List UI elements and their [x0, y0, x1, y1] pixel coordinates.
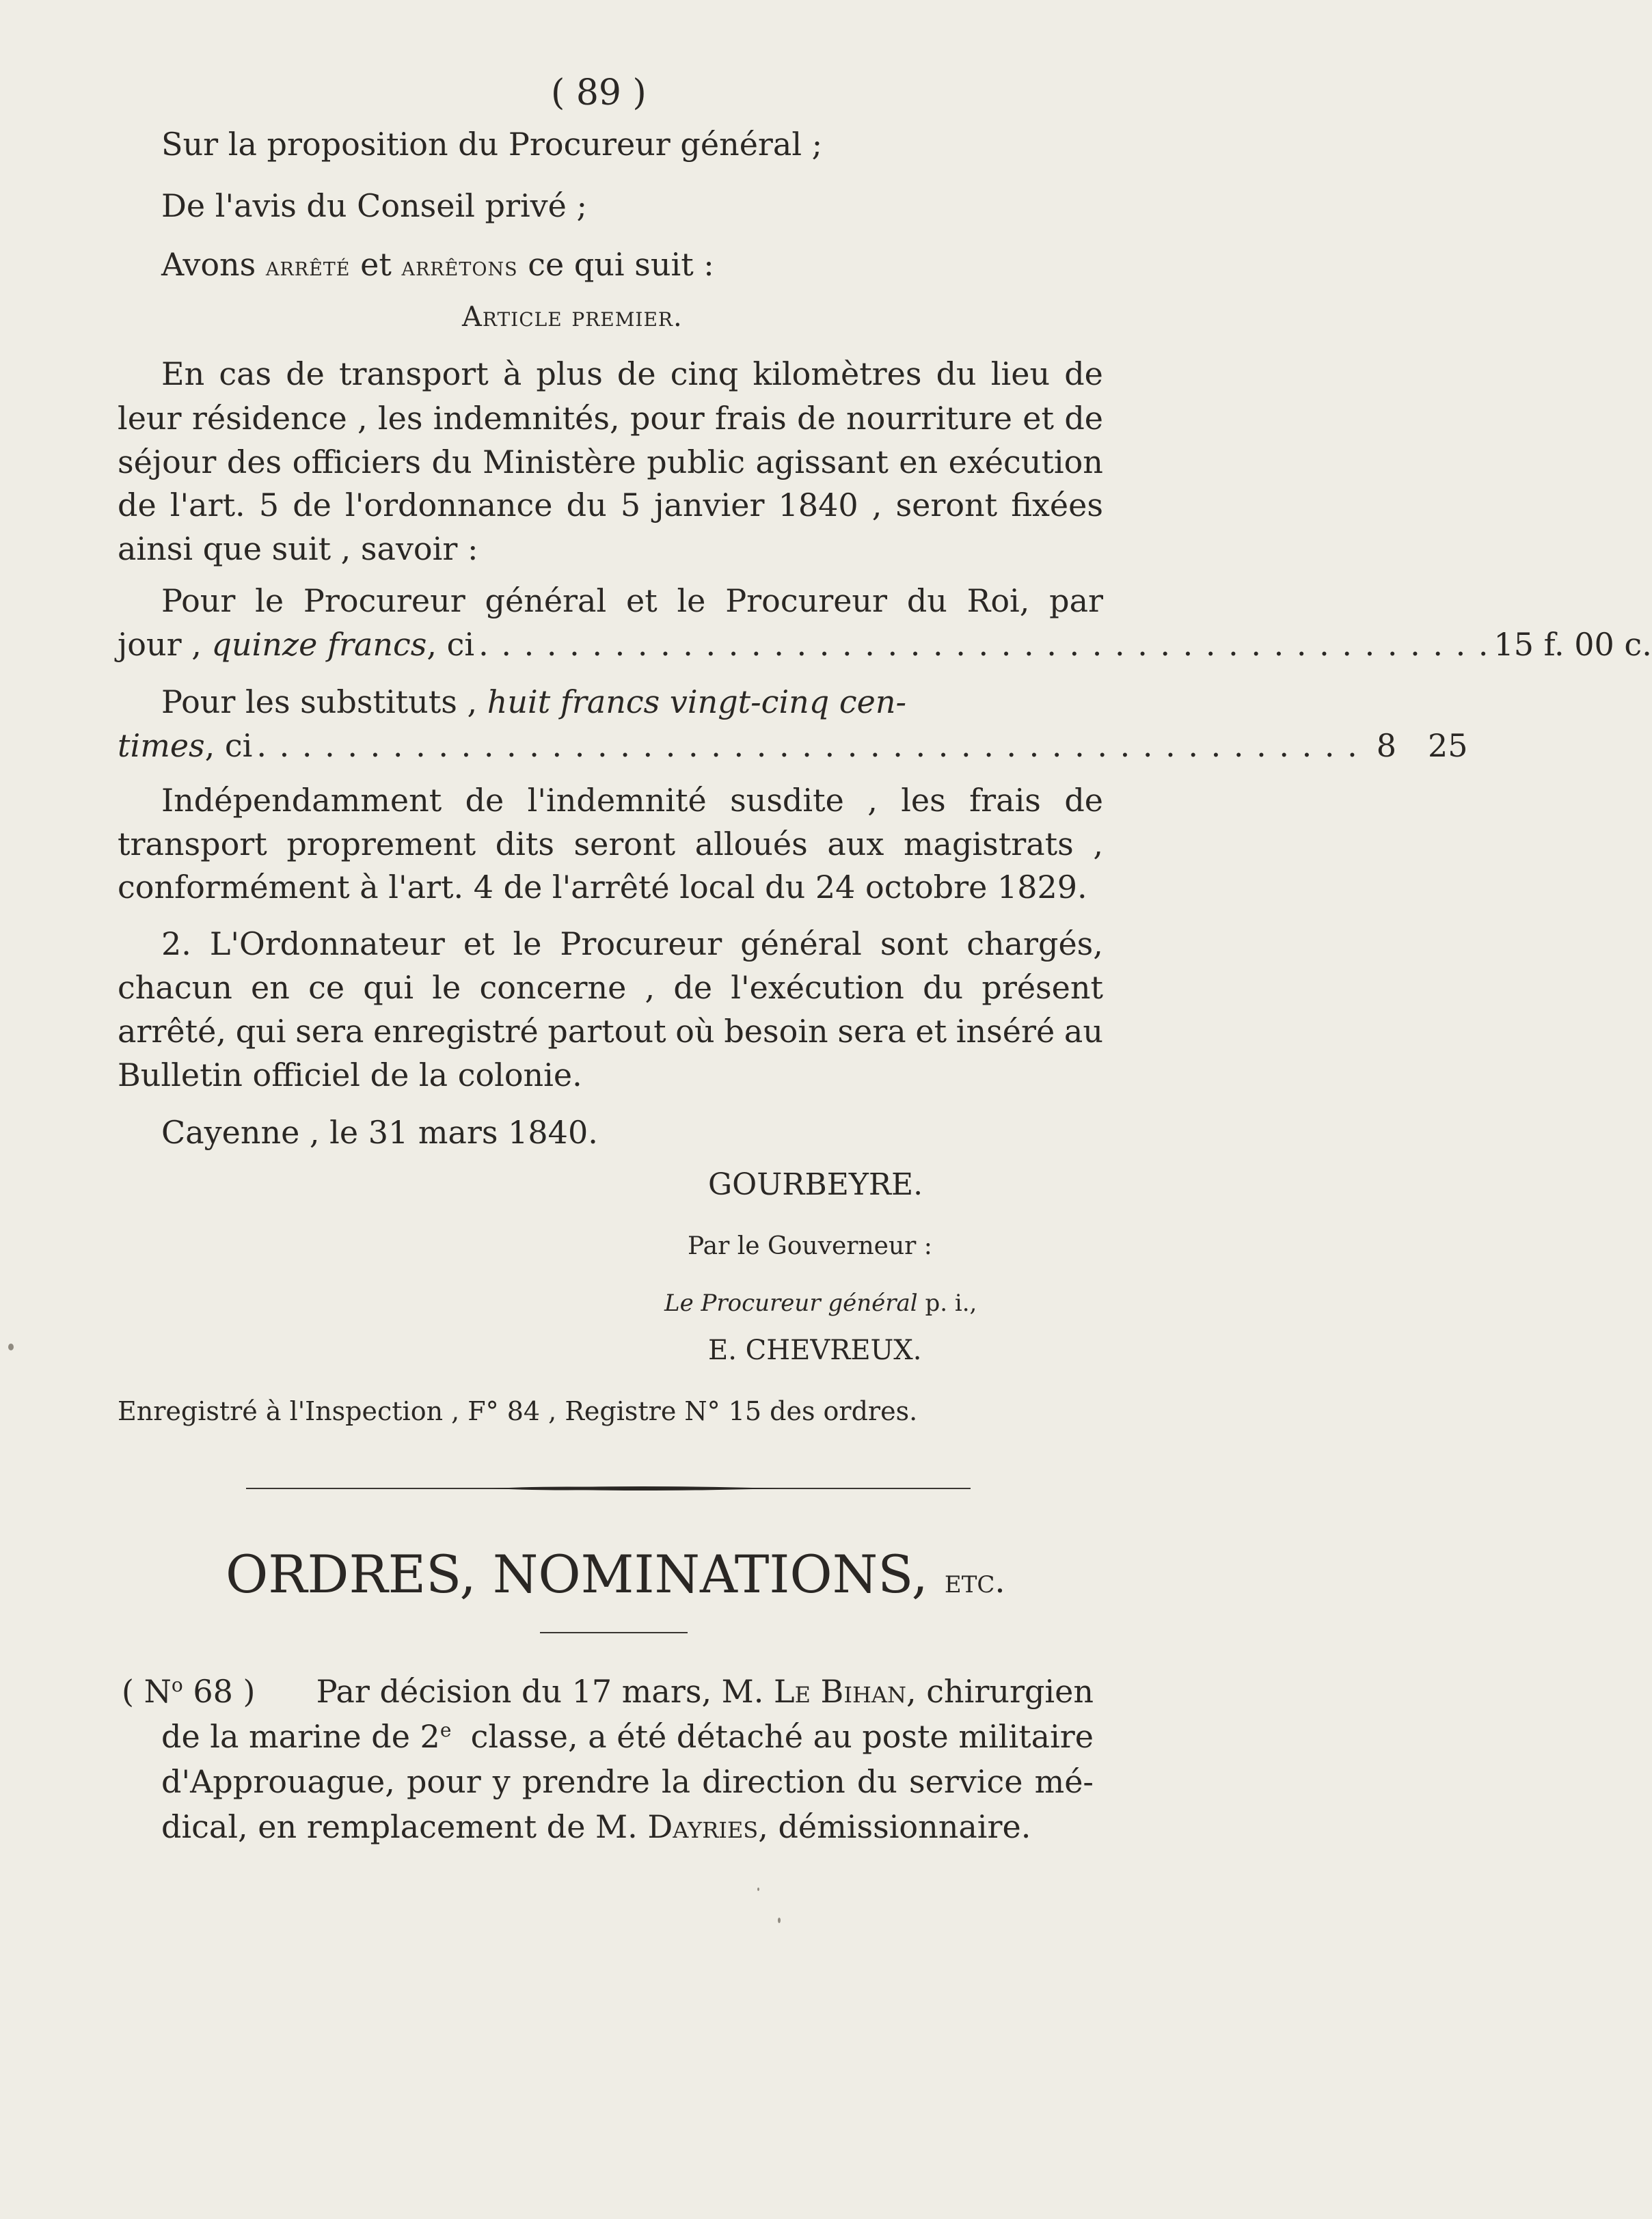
word: l'exécution [731, 969, 904, 1006]
article2-line-3 [118, 1013, 1103, 1050]
word: de [286, 355, 325, 392]
page-number: ( 89 ) [551, 72, 647, 113]
word: Procureur [560, 925, 722, 962]
word: de [118, 487, 157, 523]
word: du [431, 444, 472, 480]
word: indemnités, [433, 400, 620, 437]
word: à [502, 355, 522, 392]
rate-1-amount: 15 f. 00 c. [1493, 626, 1652, 663]
order-68-line-4: dical, en remplacement de M. Dayries, démissionnaire. [161, 1808, 1031, 1845]
word: de [293, 487, 331, 523]
section-underline [540, 1632, 688, 1633]
order-68-line-2: de la marine de 2e classe, a été détaché au poste militaire [161, 1718, 1094, 1755]
word: ce [308, 969, 345, 1006]
word: d'Approuague, [161, 1763, 395, 1800]
word: , [357, 400, 368, 437]
word: frais [969, 782, 1041, 819]
word: magistrats [903, 826, 1074, 862]
word: général [740, 925, 862, 962]
article-heading: Article premier. [462, 301, 683, 333]
word: , [867, 782, 878, 819]
order-68-line-3 [161, 1763, 1094, 1800]
word: des [226, 444, 282, 480]
word: janvier [654, 487, 765, 523]
word: mé- [1034, 1763, 1094, 1800]
article-line-2 [118, 400, 1103, 437]
leader-dots: . . . . . . . . . . . . . . . . . . . . . . . . . . . . . . . . . . . . . . . . . . . . . . . . . [256, 727, 1359, 764]
registration-note: Enregistré à l'Inspection , F° 84 , Registre N° 15 des ordres. [118, 1396, 918, 1426]
word: le [513, 925, 542, 962]
order-68-line-1: ( $N^o$ 68 ) Par décision du 17 mars, M. Le Bihan, chirurgien [122, 1673, 1094, 1710]
word: besoin [724, 1013, 828, 1050]
paper-speck [757, 1888, 759, 1891]
word: de [1064, 400, 1103, 437]
word: pour [629, 400, 705, 437]
word: la [661, 1763, 691, 1800]
word: les [377, 400, 423, 437]
rate-2-cents: 25 [1428, 727, 1468, 764]
word: de [1064, 782, 1103, 819]
word: et [915, 1013, 947, 1050]
word: plus [536, 355, 603, 392]
article2-line-2 [118, 969, 1103, 1006]
par-le-gouverneur: Par le Gouverneur : [688, 1232, 932, 1260]
word: et [463, 925, 495, 962]
word: sera [295, 1013, 364, 1050]
word: y [492, 1763, 511, 1800]
word: 2. [161, 925, 191, 962]
article2-line-4: Bulletin officiel de la colonie. [118, 1057, 582, 1093]
word: l'art. [170, 487, 245, 523]
word: agissant [755, 444, 889, 480]
article2-line-1 [161, 925, 1103, 962]
word: Indépendamment [161, 782, 442, 819]
word: transport [118, 826, 267, 862]
article-line-4 [118, 489, 1103, 521]
word: dits [495, 826, 554, 862]
word: L'Ordonnateur [209, 925, 445, 962]
word: seront [895, 487, 998, 523]
leader-dots: . . . . . . . . . . . . . . . . . . . . . . . . . . . . . . . . . . . . . . . . . . . . . [478, 626, 1490, 663]
independent-line-3: conformément à l'art. 4 de l'arrêté local du 24 octobre 1829. [118, 869, 1087, 906]
word: où [675, 1013, 715, 1050]
word: de [673, 969, 713, 1006]
word: et [1023, 400, 1055, 437]
word: fixées [1011, 487, 1103, 523]
word: du [936, 355, 977, 392]
word: public [647, 444, 745, 480]
independent-line-1 [161, 782, 1103, 819]
word: Ministère [483, 444, 636, 480]
preamble-line-1: Sur la proposition du Procureur général ; [161, 126, 823, 163]
word: de [1064, 355, 1103, 392]
word: seront [573, 826, 676, 862]
rate-1-line-1: Pour le Procureur général et le Procureur du Roi, par [161, 582, 1103, 619]
word: le [432, 969, 461, 1006]
word: , [645, 969, 655, 1006]
word: de [617, 355, 656, 392]
word: chacun [118, 969, 232, 1006]
word: transport [339, 355, 489, 392]
word: enregistré [373, 1013, 539, 1050]
word: chargés, [966, 925, 1103, 962]
article-line-3 [118, 446, 1103, 478]
governor-signature: GOURBEYRE. [708, 1167, 923, 1202]
rate-2-francs: 8 [1376, 727, 1396, 764]
word: cas [219, 355, 272, 392]
word: En [161, 355, 205, 392]
word: direction [702, 1763, 845, 1800]
word: , [1093, 826, 1103, 862]
word: cinq [670, 355, 739, 392]
independent-line-2 [118, 828, 1103, 860]
word: 5 [620, 487, 641, 523]
word: proprement [286, 826, 476, 862]
word: aux [827, 826, 884, 862]
preamble-line-2: De l'avis du Conseil privé ; [161, 187, 587, 224]
word: du [566, 487, 607, 523]
word: leur [118, 400, 182, 437]
word: au [1064, 1013, 1103, 1050]
word: concerne [479, 969, 627, 1006]
word: de [797, 400, 836, 437]
rate-1-line-2: jour , quinze francs, ci . . . . . . . . . . . . . . . . . . . . . . . . . . . . . . . . . . . . . . . . . . . . . 15 f. 00 c. [118, 626, 1652, 663]
word: prendre [522, 1763, 650, 1800]
article-line-5: ainsi que suit , savoir : [118, 530, 478, 567]
word: susdite [730, 782, 844, 819]
date-line: Cayenne , le 31 mars 1840. [161, 1114, 598, 1151]
word: séjour [118, 444, 217, 480]
word: du [923, 969, 964, 1006]
word: en [899, 444, 938, 480]
word: pour [406, 1763, 481, 1800]
word: arrêté, [118, 1013, 226, 1050]
word: , [871, 487, 882, 523]
word: les [901, 782, 946, 819]
chevreux-signature: E. CHEVREUX. [708, 1335, 922, 1366]
word: sont [880, 925, 949, 962]
word: en [251, 969, 290, 1006]
paper-speck [8, 1344, 14, 1350]
word: officiers [292, 444, 422, 480]
word: service [909, 1763, 1023, 1800]
procureur-line: Le Procureur général p. i., [664, 1290, 977, 1317]
word: nourriture [846, 400, 1012, 437]
word: 1840 [778, 487, 858, 523]
rate-2-line-2: times, ci . . . . . . . . . . . . . . . . . . . . . . . . . . . . . . . . . . . . . . . . . . . . . . . . . 8 25 [118, 727, 1468, 764]
decree-formula: Avons arrêté et arrêtons ce qui suit : [161, 246, 714, 283]
rate-2-line-1: Pour les substituts , huit francs vingt-cinq cen- [161, 683, 907, 720]
word: lieu [990, 355, 1051, 392]
article-line-1 [161, 355, 1103, 392]
word: frais [715, 400, 787, 437]
paper-speck [778, 1918, 781, 1923]
word: l'ordonnance [345, 487, 553, 523]
word: exécution [948, 444, 1103, 480]
section-title: ORDRES, NOMINATIONS, etc. [226, 1544, 1005, 1605]
word: 5 [258, 487, 280, 523]
ornamental-divider [246, 1484, 971, 1493]
word: sera [837, 1013, 906, 1050]
word: qui [363, 969, 414, 1006]
word: partout [547, 1013, 666, 1050]
word: alloués [694, 826, 808, 862]
word: résidence [191, 400, 347, 437]
word: l'indemnité [527, 782, 707, 819]
word: kilomètres [753, 355, 922, 392]
word: du [856, 1763, 897, 1800]
word: inséré [956, 1013, 1055, 1050]
word: qui [235, 1013, 286, 1050]
word: de [465, 782, 504, 819]
word: présent [981, 969, 1103, 1006]
